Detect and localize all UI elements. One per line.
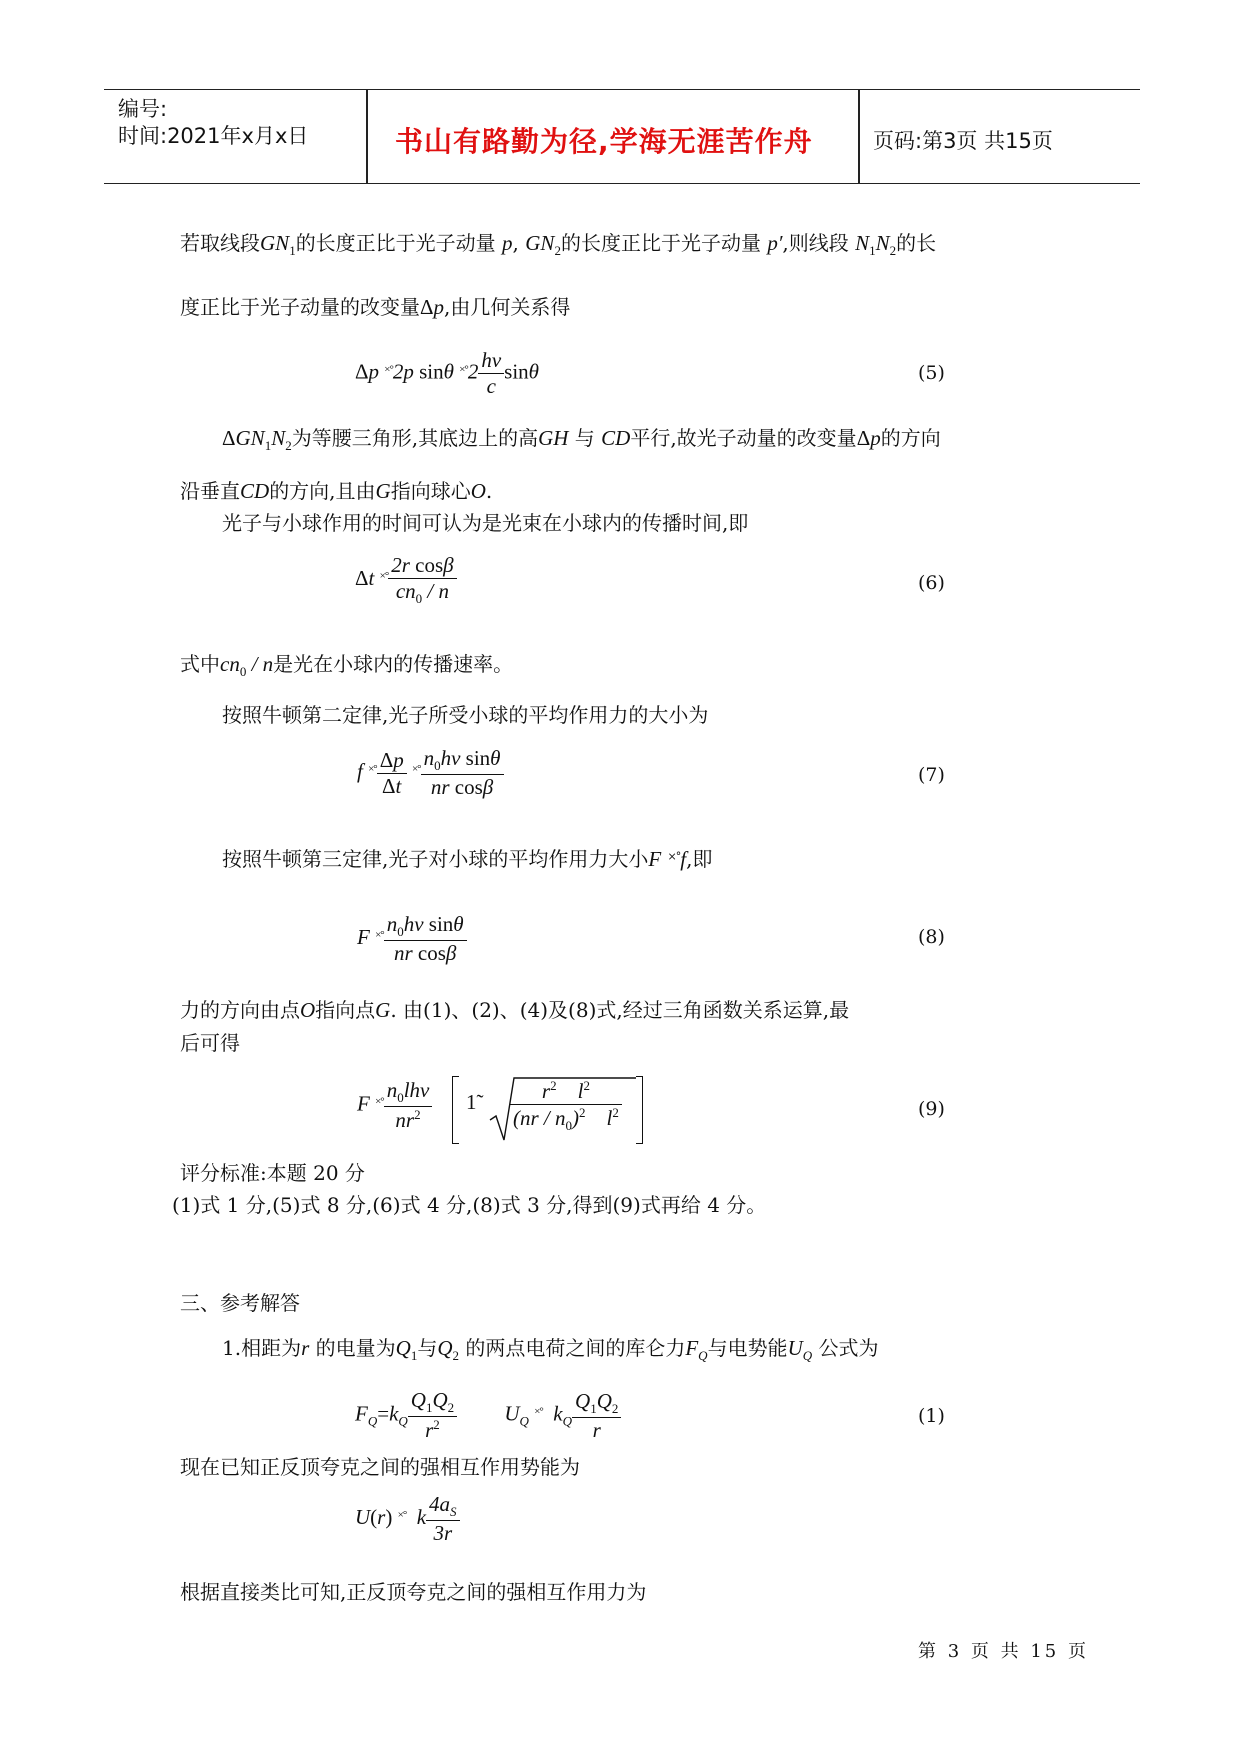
header-divider-left — [366, 90, 368, 183]
header-page-info: 页码:第3页 共15页 — [873, 129, 1053, 153]
paragraph-line-1: 若取线段$GN_1$的长度正比于光子动量 p, $GN_2$的长度正比于光子动量 p′,则线段 $N_1N_2$的长 — [180, 231, 937, 259]
paragraph-8: 按照牛顿第三定律,光子对小球的平均作用力大小F ×°f,即 — [222, 847, 713, 871]
equation-1: $F_Q=k_Q$ $\frac{Q_1Q_2}{r^2}$ $U_Q$ ×° $k_Q$ $\frac{Q_1Q_2}{r}$ — [355, 1388, 621, 1443]
paragraph-3: $\Delta GN_1N_2$为等腰三角形,其底边上的高GH 与 CD平行,故光子动量的改变量Δp的方向 — [222, 426, 941, 454]
equation-6: Δt ×° $\frac{\text{2r cosβ}}{cn_0 / n}$ — [355, 553, 457, 607]
equation-potential: U(r) ×° k $\frac{4a_S}{3r}$ — [355, 1492, 460, 1546]
score-detail: (1)式 1 分,(5)式 8 分,(6)式 4 分,(8)式 3 分,得到(9)式再给 4 分。 — [172, 1193, 767, 1217]
math-p: p — [502, 231, 513, 255]
equation-8: F ×° $\frac{n_0h\nu \sin\theta}{\text{nr cosβ}}$ — [357, 912, 467, 966]
page-footer: 第 3 页 共 15 页 — [918, 1641, 1089, 1662]
equation-7-number: (7) — [918, 764, 945, 786]
section-3-heading: 三、参考解答 — [180, 1291, 300, 1315]
equation-5-number: (5) — [918, 362, 945, 384]
paragraph-7: 按照牛顿第二定律,光子所受小球的平均作用力的大小为 — [222, 703, 709, 727]
score-title: 评分标准:本题 20 分 — [180, 1161, 365, 1185]
math-gn1: $GN_1$ — [260, 231, 296, 259]
equation-5: Δp ×°2p sinθ ×°2 $\frac{h\nu}{c}$ sinθ — [355, 348, 539, 398]
math-gn2: $GN_2$ — [525, 231, 561, 259]
paragraph-9-continued: 后可得 — [180, 1031, 240, 1055]
math-p-prime: p′ — [767, 231, 783, 255]
equation-9-radicand: $\frac{r^2 l^2}{(nr / n_0)^2 l^2}$ — [510, 1078, 622, 1134]
paragraph-9: 力的方向由点O指向点G. 由(1)、(2)、(4)及(8)式,经过三角函数关系运算,最 — [180, 998, 850, 1022]
header-motto: 书山有路勤为径,学海无涯苦作舟 — [395, 125, 813, 158]
paragraph-5: 光子与小球作用的时间可认为是光束在小球内的传播时间,即 — [222, 511, 749, 535]
right-bracket — [636, 1076, 643, 1144]
math-delta-p: Δp — [420, 295, 445, 319]
equation-8-number: (8) — [918, 926, 945, 948]
equation-6-number: (6) — [918, 572, 945, 594]
header-time-label: 时间:2021年x月x日 — [118, 124, 309, 148]
equation-9: F ×° $\frac{n_0lh\nu}{nr^2}$ — [357, 1078, 432, 1133]
paragraph-4: 沿垂直CD的方向,且由G指向球心O. — [180, 479, 493, 503]
left-bracket — [452, 1076, 459, 1144]
paragraph-11: 根据直接类比可知,正反顶夸克之间的强相互作用力为 — [180, 1580, 647, 1604]
equation-7: f ×° $\frac{\Delta p}{\Delta t}$ ×° $\frac{n_0h\nu \sin\theta}{\text{nr cosβ}}$ — [357, 746, 504, 800]
math-n1n2: $N_1N_2$ — [855, 231, 897, 259]
equation-9-one: 1̃ — [466, 1090, 477, 1114]
paragraph-6: 式中$cn_0$ / n是光在小球内的传播速率。 — [180, 652, 514, 680]
paragraph-line-2: 度正比于光子动量的改变量Δp,由几何关系得 — [180, 295, 571, 319]
question-1-text: 1.相距为r 的电量为$Q_1$与$Q_2$ 的两点电荷之间的库仑力$F_Q$与电势能$U_Q$ 公式为 — [222, 1336, 879, 1364]
header-number-label: 编号: — [118, 97, 168, 121]
header-divider-right — [858, 90, 860, 183]
paragraph-10: 现在已知正反顶夸克之间的强相互作用势能为 — [180, 1455, 580, 1479]
equation-1-number: (1) — [918, 1405, 945, 1427]
equation-9-number: (9) — [918, 1098, 945, 1120]
